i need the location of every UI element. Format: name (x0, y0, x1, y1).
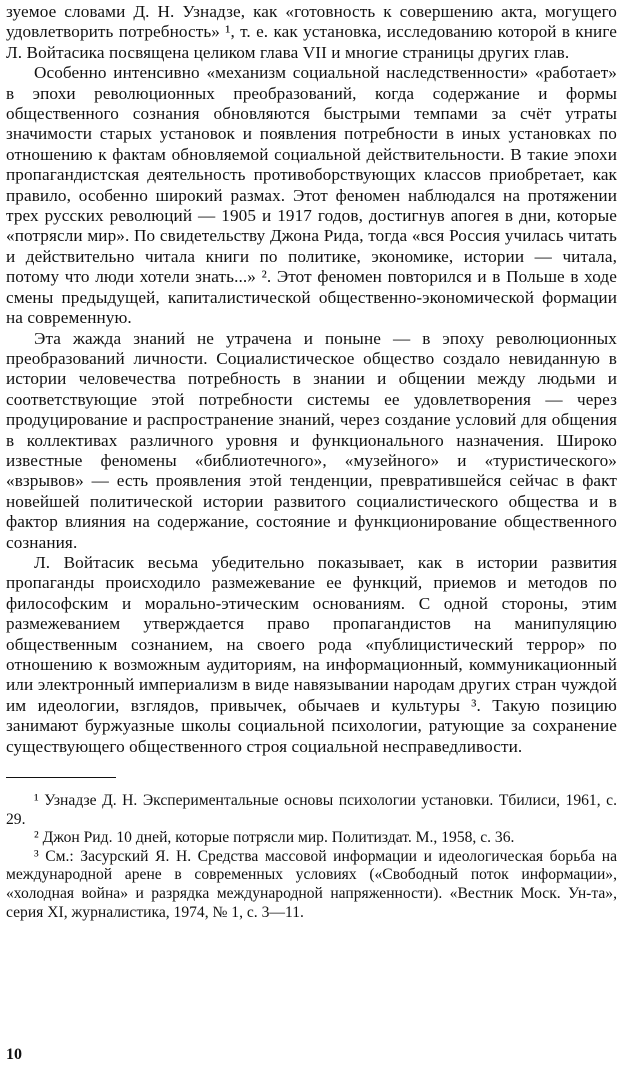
footnotes (6, 792, 617, 922)
main-text (6, 2, 617, 757)
footnote-3: ³ См.: Засурский Я. Н. Средства массовой информации и идеологическая борьба на международной арене в современных условиях («Свободный поток информации», «холодная война» и разрядка международной напряженности). «Вестник Моск. Ун-та», серия XI, журналистика, 1974, № 1, с. 3—11. (6, 847, 617, 921)
paragraph-2: Особенно интенсивно «механизм социальной наследственности» «работает» в эпохи революционных преобразований, когда содержание и формы общественного сознания обновляются быстрыми темпами за счёт утраты значимости старых установок и появления потребности в иных установках по отношению к фактам обновляемой социальной действительности. В такие эпохи пропагандистская деятельность противоборствующих классов приобретает, как правило, особенно широкий размах. Этот феномен наблюдался на протяжении трех русских революций — 1905 и 1917 годов, достигнув апогея в дни, которые «потрясли мир». По свидетельству Джона Рида, тогда «вся Россия училась читать и действительно читала книги по политике, экономике, истории — читала, потому что люди хотели знать...» ². Этот феномен повторился и в Польше в ходе смены предыдущей, капиталистической общественно-экономической формации на современную. (6, 63, 617, 328)
page-number: 10 (6, 1046, 22, 1063)
paragraph-3: Эта жажда знаний не утрачена и поныне — в эпоху революционных преобразований личности. Социалистическое общество создало невиданную в истории человечества потребность в знании и общении между людьми и соответствующие этой потребности системы ее удовлетворения — через продуцирование и распространение знаний, через создание условий для общения в коллективах различного уровня и функционального назначения. Широко известные феномены «библиотечного», «музейного» и «туристического» «взрывов» — есть проявления этой тенденции, превратившейся сейчас в факт новейшей политической истории развитого социалистического общества и в фактор влияния на содержание, состояние и функционирование общественного сознания. (6, 328, 617, 552)
paragraph-1: зуемое словами Д. Н. Узнадзе, как «готовность к совершению акта, могущего удовлетворить потребность» ¹, т. е. как установка, исследованию которой в книге Л. Войтасика посвящена целиком глава VII и многие страницы других глав. (6, 2, 617, 62)
footnote-1: ¹ Узнадзе Д. Н. Экспериментальные основы психологии установки. Тбилиси, 1961, с. 29. (6, 792, 617, 828)
footnote-separator (6, 777, 116, 778)
paragraph-4: Л. Войтасик весьма убедительно показывает, как в истории развития пропаганды происходило размежевание ее функций, приемов и методов по философским и морально-этическим основаниям. С одной стороны, этим размежеванием утверждается право пропагандистов на манипуляцию общественным сознанием, на своего рода «публицистический террор» по отношению к возможным аудиториям, на информационный, коммуникационный или электронный империализм в виде навязывании народам других стран чуждой им идеологии, взглядов, привычек, обычаев и культуры ³. Такую позицию занимают буржуазные школы социальной психологии, ратующие за сохранение существующего общественного строя социальной несправедливости. (6, 552, 617, 756)
book-page (6, 2, 617, 922)
footnote-2: ² Джон Рид. 10 дней, которые потрясли мир. Политиздат. М., 1958, с. 36. (34, 829, 515, 847)
